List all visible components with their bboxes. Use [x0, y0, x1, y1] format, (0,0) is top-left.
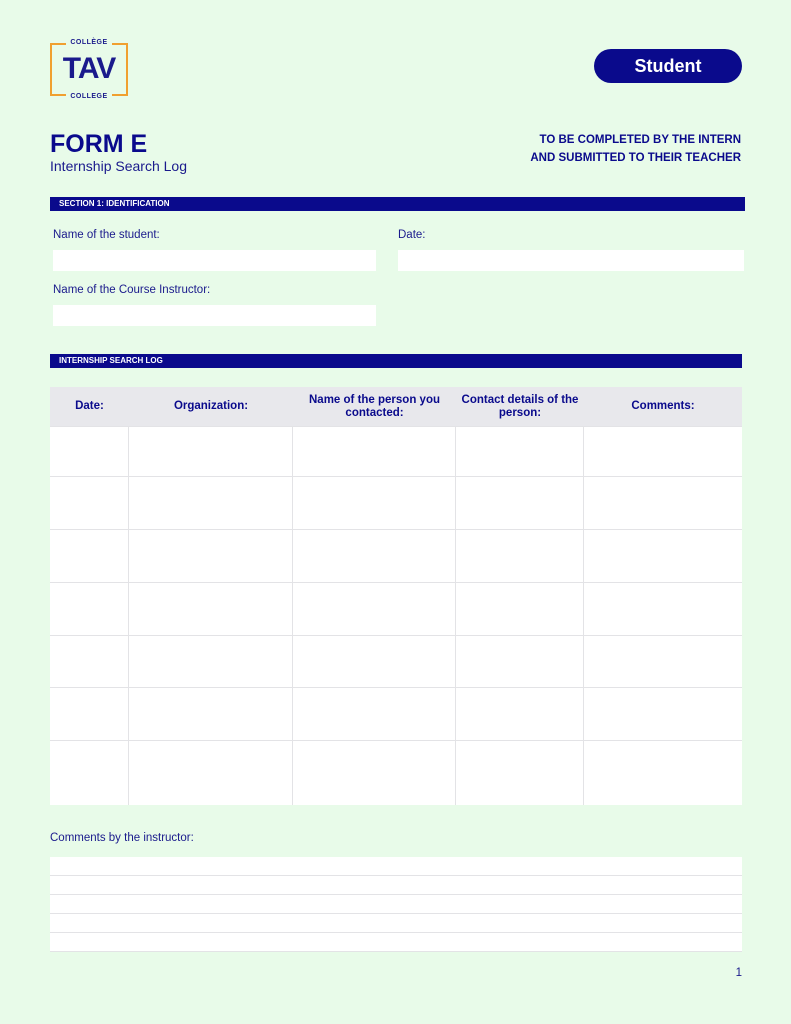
table-cell[interactable]	[293, 427, 456, 476]
table-cell[interactable]	[584, 688, 742, 740]
table-cell[interactable]	[584, 583, 742, 635]
logo-bottom-text: COLLEGE	[70, 93, 108, 100]
logo-top-text: COLLÈGE	[70, 39, 108, 46]
table-row	[50, 740, 742, 805]
college-logo	[50, 39, 128, 100]
table-row	[50, 635, 742, 687]
table-cell[interactable]	[129, 427, 293, 476]
table-cell[interactable]	[129, 477, 293, 529]
comment-line[interactable]	[50, 933, 742, 952]
form-title: FORM E	[50, 130, 148, 158]
instructor-comments-box[interactable]	[50, 857, 742, 952]
table-cell[interactable]	[584, 636, 742, 687]
table-cell[interactable]	[584, 477, 742, 529]
date-field[interactable]	[398, 250, 744, 271]
table-cell[interactable]	[50, 583, 129, 635]
instructor-name-label: Name of the Course Instructor:	[53, 284, 211, 296]
table-cell[interactable]	[129, 688, 293, 740]
table-row	[50, 476, 742, 529]
table-cell[interactable]	[456, 583, 584, 635]
table-cell[interactable]	[584, 530, 742, 582]
column-header-contact-person: Name of the person you contacted:	[309, 393, 440, 419]
date-label: Date:	[398, 229, 426, 241]
instructor-comments-label: Comments by the instructor:	[50, 832, 194, 844]
table-cell[interactable]	[584, 427, 742, 476]
table-row	[50, 582, 742, 635]
table-cell[interactable]	[50, 741, 129, 805]
table-cell[interactable]	[50, 427, 129, 476]
instructions	[530, 131, 741, 167]
table-cell[interactable]	[293, 636, 456, 687]
column-header-contact-details: Contact details of the person:	[461, 393, 579, 419]
table-cell[interactable]	[293, 688, 456, 740]
table-row	[50, 687, 742, 740]
table-cell[interactable]	[293, 530, 456, 582]
page-number: 1	[735, 967, 742, 979]
table-cell[interactable]	[50, 636, 129, 687]
table-cell[interactable]	[293, 741, 456, 805]
table-cell[interactable]	[584, 741, 742, 805]
comment-line[interactable]	[50, 876, 742, 895]
instructor-name-field[interactable]	[53, 305, 376, 326]
table-cell[interactable]	[293, 477, 456, 529]
comment-line[interactable]	[50, 857, 742, 876]
column-header-date: Date:	[75, 400, 104, 412]
table-cell[interactable]	[456, 741, 584, 805]
instructions-line-1: TO BE COMPLETED BY THE INTERN	[539, 134, 741, 146]
section-identification-header: SECTION 1: IDENTIFICATION	[50, 197, 745, 211]
table-cell[interactable]	[293, 583, 456, 635]
table-cell[interactable]	[456, 688, 584, 740]
table-cell[interactable]	[129, 636, 293, 687]
table-row	[50, 529, 742, 582]
comment-line[interactable]	[50, 914, 742, 933]
search-log-table	[50, 387, 742, 805]
student-name-field[interactable]	[53, 250, 376, 271]
instructions-line-2: AND SUBMITTED TO THEIR TEACHER	[530, 152, 741, 164]
table-cell[interactable]	[129, 583, 293, 635]
form-subtitle: Internship Search Log	[50, 158, 187, 174]
table-row	[50, 426, 742, 476]
table-cell[interactable]	[50, 477, 129, 529]
student-badge: Student	[594, 49, 742, 83]
table-cell[interactable]	[456, 477, 584, 529]
table-cell[interactable]	[456, 530, 584, 582]
table-cell[interactable]	[129, 741, 293, 805]
column-header-comments: Comments:	[631, 400, 695, 412]
table-cell[interactable]	[50, 530, 129, 582]
comment-line[interactable]	[50, 895, 742, 914]
column-header-organization: Organization:	[173, 400, 249, 412]
section-search-log-header: INTERNSHIP SEARCH LOG	[50, 354, 742, 368]
table-cell[interactable]	[456, 636, 584, 687]
table-cell[interactable]	[456, 427, 584, 476]
table-cell[interactable]	[50, 688, 129, 740]
table-header	[50, 387, 742, 426]
table-body	[50, 426, 742, 805]
student-name-label: Name of the student:	[53, 229, 160, 241]
table-cell[interactable]	[129, 530, 293, 582]
logo-main-text: TAV	[62, 52, 116, 85]
